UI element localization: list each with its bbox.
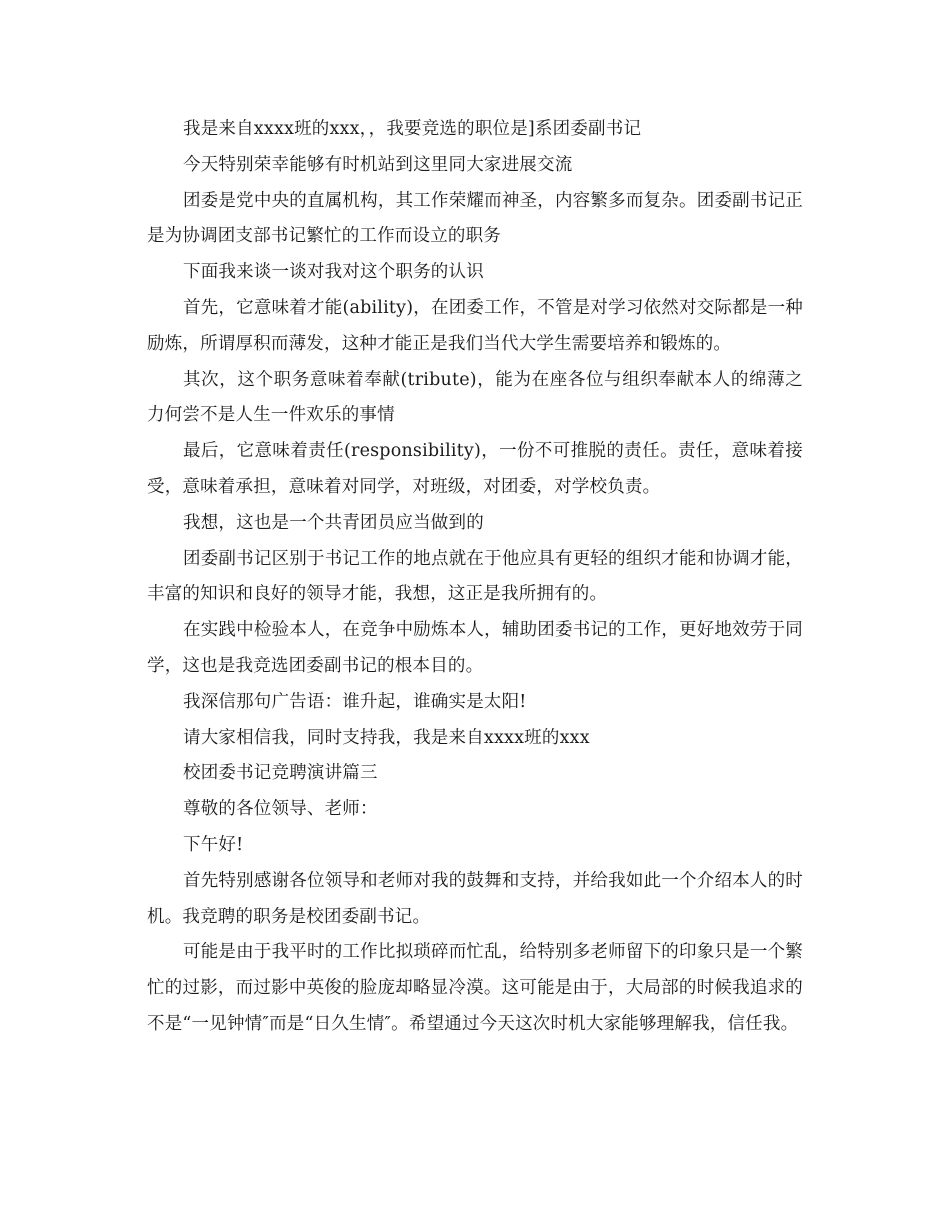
paragraph-8: 我想，这也是一个共青团员应当做到的 <box>183 512 484 533</box>
paragraph-17: 可能是由于我平时的工作比拟琐碎而忙乱，给特别多老师留下的印象只是一个繁忙的过影，而过影中英俊的脸庞却略显冷漠。这可能是由于，大局部的时候我追求的不是“一见钟情″而是“日久生情″。希望通过今天这次时机大家能够理解我，信任我。 <box>147 942 803 1034</box>
greeting: 下午好! <box>183 834 244 855</box>
paragraph-11: 我深信那句广告语：谁升起，谁确实是太阳! <box>183 691 527 712</box>
salutation: 尊敬的各位领导、老师： <box>183 799 378 820</box>
paragraph-9: 团委副书记区别于书记工作的地点就在于他应具有更轻的组织才能和协调才能，丰富的知识和良好的领导才能，我想，这正是我所拥有的。 <box>147 548 803 605</box>
paragraph-2: 今天特别荣幸能够有时机站到这里同大家进展交流 <box>183 154 573 175</box>
paragraph-12: 请大家相信我，同时支持我，我是来自xxxx班的xxx <box>183 727 590 748</box>
paragraph-6: 其次，这个职务意味着奉献(tribute)，能为在座各位与组织奉献本人的绵薄之力何尝不是人生一件欢乐的事情 <box>147 369 803 426</box>
paragraph-10: 在实践中检验本人，在竞争中励炼本人，辅助团委书记的工作，更好地效劳于同学，这也是我竞选团委副书记的根本目的。 <box>147 620 803 676</box>
document-page <box>147 112 803 1043</box>
paragraph-16: 首先特别感谢各位领导和老师对我的鼓舞和支持，并给我如此一个介绍本人的时机。我竞聘的职务是校团委副书记。 <box>147 870 803 927</box>
paragraph-1: 我是来自xxxx班的xxx，，我要竞选的职位是]系团委副书记 <box>183 119 642 139</box>
paragraph-5: 首先，它意味着才能(ability)，在团委工作，不管是对学习依然对交际都是一种励炼，所谓厚积而薄发，这种才能正是我们当代大学生需要培养和锻炼的。 <box>147 297 803 354</box>
paragraph-4: 下面我来谈一谈对我对这个职务的认识 <box>183 262 484 283</box>
paragraph-3: 团委是党中央的直属机构，其工作荣耀而神圣，内容繁多而复杂。团委副书记正是为协调团支部书记繁忙的工作而设立的职务 <box>147 190 803 247</box>
paragraph-7: 最后，它意味着责任(responsibility)，一份不可推脱的责任。责任，意味着接受，意味着承担，意味着对同学，对班级，对团委，对学校负责。 <box>147 441 803 497</box>
section-heading: 校团委书记竞聘演讲篇三 <box>183 763 378 784</box>
